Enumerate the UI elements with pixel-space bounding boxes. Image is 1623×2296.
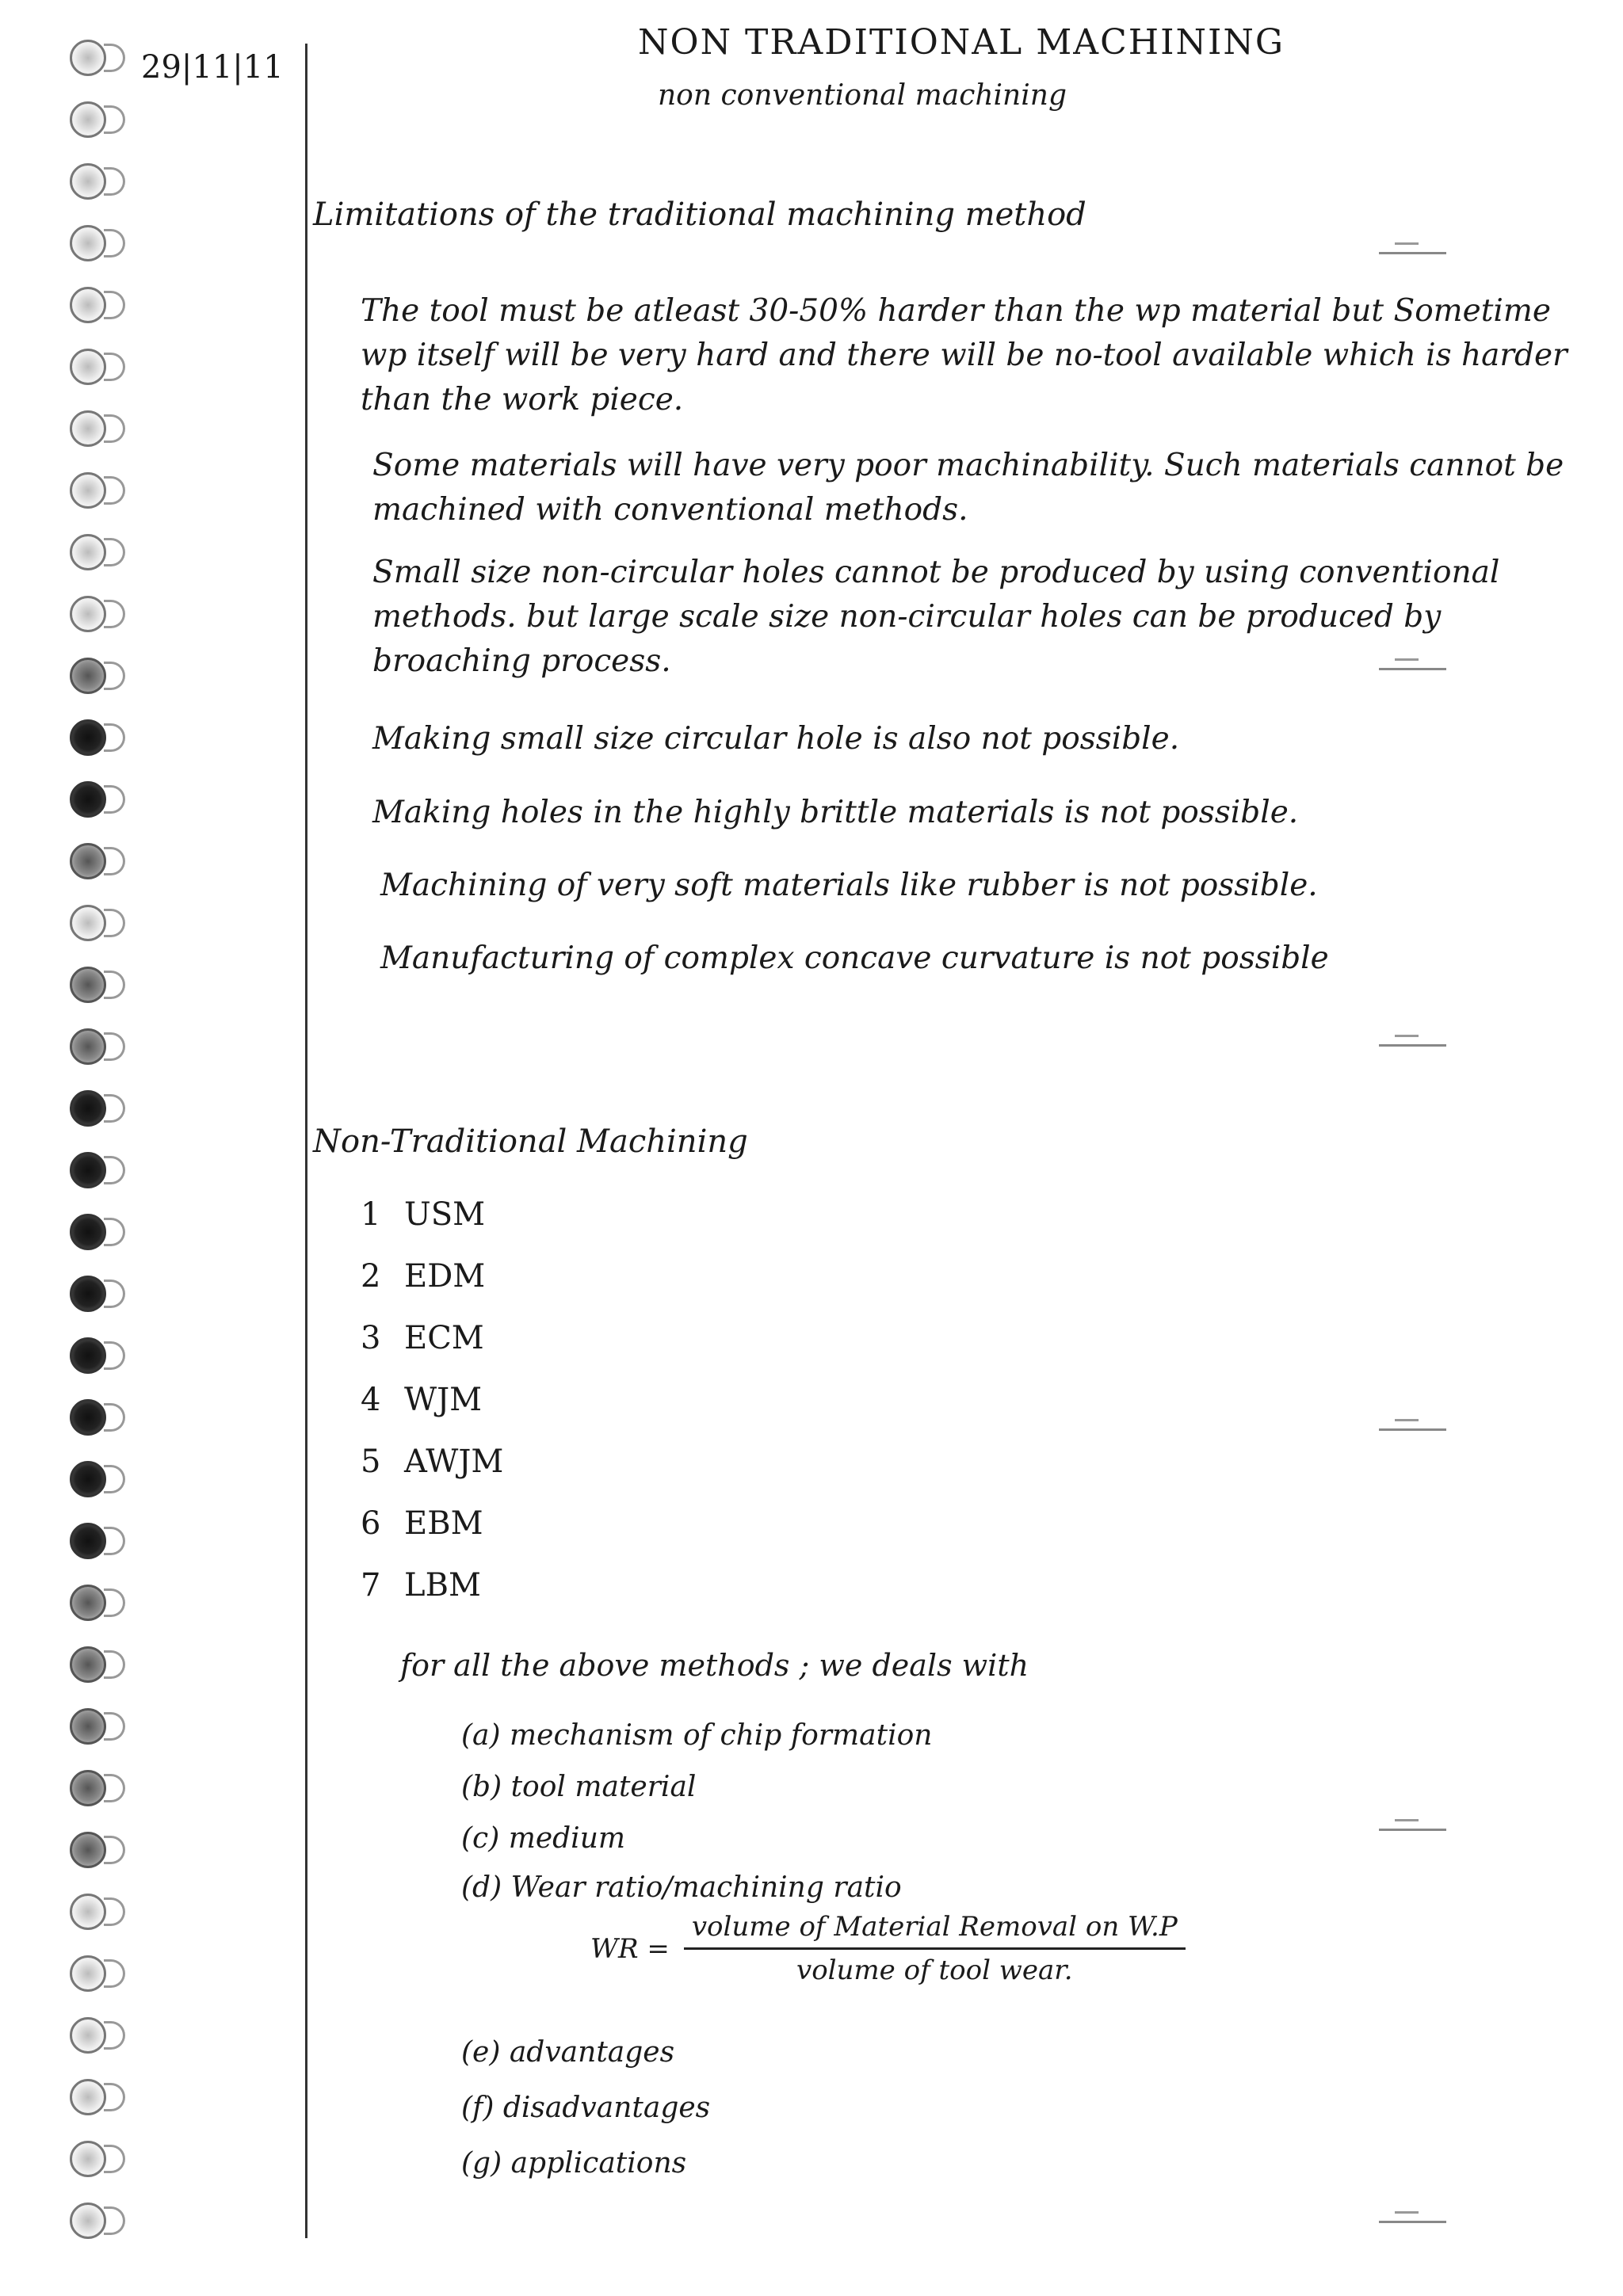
punch-hole xyxy=(70,843,106,879)
method-name: LBM xyxy=(404,1567,481,1604)
punch-hole xyxy=(70,1832,106,1868)
punch-hole xyxy=(70,2141,106,2177)
list-number: 4 xyxy=(361,1382,381,1418)
method-name: WJM xyxy=(404,1382,483,1418)
ntm-heading: Non-Traditional Machining xyxy=(313,1123,748,1160)
method-name: AWJM xyxy=(404,1444,504,1480)
list-item xyxy=(361,1505,503,1567)
aspect-item: (c) medium xyxy=(461,1822,626,1855)
scan-mark xyxy=(1379,2206,1450,2230)
punch-hole xyxy=(70,1214,106,1250)
scan-mark xyxy=(1379,1414,1450,1438)
punch-hole xyxy=(70,40,106,76)
list-item xyxy=(361,1567,503,1629)
scan-mark xyxy=(1379,1814,1450,1838)
punch-hole xyxy=(70,101,106,138)
punch-hole xyxy=(70,2079,106,2115)
punch-hole xyxy=(70,596,106,632)
list-item xyxy=(361,1444,503,1505)
punch-hole xyxy=(70,2203,106,2239)
punch-hole xyxy=(70,1585,106,1621)
list-item xyxy=(361,1196,503,1258)
punch-hole xyxy=(70,1461,106,1497)
punch-hole xyxy=(70,534,106,570)
wear-ratio-formula xyxy=(590,1911,1186,1986)
punch-hole xyxy=(70,1523,106,1559)
method-name: USM xyxy=(404,1196,486,1233)
limitation-point: Manufacturing of complex concave curvature is not possible xyxy=(380,940,1329,976)
punch-hole xyxy=(70,1894,106,1930)
list-number: 6 xyxy=(361,1505,381,1542)
list-number: 7 xyxy=(361,1567,381,1604)
list-number: 5 xyxy=(361,1444,381,1480)
formula-lhs: WR = xyxy=(590,1932,670,1965)
punch-hole xyxy=(70,781,106,818)
limitation-point: Some materials will have very poor machinability. Such materials cannot be machined with conventional methods. xyxy=(372,448,1564,528)
punch-hole xyxy=(70,1955,106,1992)
punch-hole xyxy=(70,225,106,261)
punch-hole xyxy=(70,472,106,509)
formula-fraction xyxy=(684,1911,1186,1986)
aspect-item: (b) tool material xyxy=(461,1771,697,1803)
punch-hole xyxy=(70,1337,106,1374)
punch-hole xyxy=(70,1090,106,1127)
punch-hole xyxy=(70,1770,106,1806)
page-title: NON TRADITIONAL MACHINING xyxy=(638,22,1285,63)
methods-list xyxy=(361,1196,503,1629)
aspect-item: (e) advantages xyxy=(461,2036,675,2069)
margin-line xyxy=(305,44,307,2238)
method-name: ECM xyxy=(404,1320,484,1356)
list-item xyxy=(361,1258,503,1320)
method-name: EDM xyxy=(404,1258,486,1295)
punch-hole xyxy=(70,658,106,694)
aspects-intro: for all the above methods ; we deals with xyxy=(400,1648,1029,1683)
aspect-item: (a) mechanism of chip formation xyxy=(461,1719,933,1752)
punch-hole xyxy=(70,287,106,323)
limitation-point: Machining of very soft materials like rubber is not possible. xyxy=(380,868,1318,903)
punch-hole xyxy=(70,967,106,1003)
list-number: 2 xyxy=(361,1258,381,1295)
list-item xyxy=(361,1320,503,1382)
binder-holes xyxy=(55,32,127,2266)
page-subtitle: non conventional machining xyxy=(658,79,1067,112)
list-number: 3 xyxy=(361,1320,381,1356)
limitation-point: Making small size circular hole is also not possible. xyxy=(372,721,1180,757)
list-item xyxy=(361,1382,503,1444)
punch-hole xyxy=(70,1399,106,1436)
limitation-point: Making holes in the highly brittle materials is not possible. xyxy=(372,795,1299,830)
punch-hole xyxy=(70,1028,106,1065)
limitations-heading: Limitations of the traditional machining method xyxy=(313,196,1086,233)
note-date: 29|11|11 xyxy=(141,49,284,86)
punch-hole xyxy=(70,1708,106,1745)
scan-mark xyxy=(1379,1030,1450,1054)
formula-numerator: volume of Material Removal on W.P xyxy=(684,1911,1186,1950)
punch-hole xyxy=(70,349,106,385)
scan-mark xyxy=(1379,238,1450,261)
punch-hole xyxy=(70,1152,106,1188)
limitation-point: The tool must be atleast 30-50% harder than the wp material but Sometime wp itself will be very hard and there will be no-tool available which is harder than the work piece. xyxy=(361,293,1568,418)
method-name: EBM xyxy=(404,1505,483,1542)
scan-mark xyxy=(1379,654,1450,677)
punch-hole xyxy=(70,410,106,447)
aspect-item: (d) Wear ratio/machining ratio xyxy=(461,1871,902,1904)
punch-hole xyxy=(70,719,106,756)
punch-hole xyxy=(70,1646,106,1683)
punch-hole xyxy=(70,1276,106,1312)
aspect-item: (g) applications xyxy=(461,2147,687,2180)
list-number: 1 xyxy=(361,1196,381,1233)
punch-hole xyxy=(70,163,106,200)
limitation-point: Small size non-circular holes cannot be produced by using conventional methods. but large scale size non-circular holes can be produced by broaching process. xyxy=(372,555,1500,679)
formula-denominator: volume of tool wear. xyxy=(796,1955,1073,1986)
punch-hole xyxy=(70,905,106,941)
aspect-item: (f) disadvantages xyxy=(461,2092,711,2124)
punch-hole xyxy=(70,2017,106,2054)
